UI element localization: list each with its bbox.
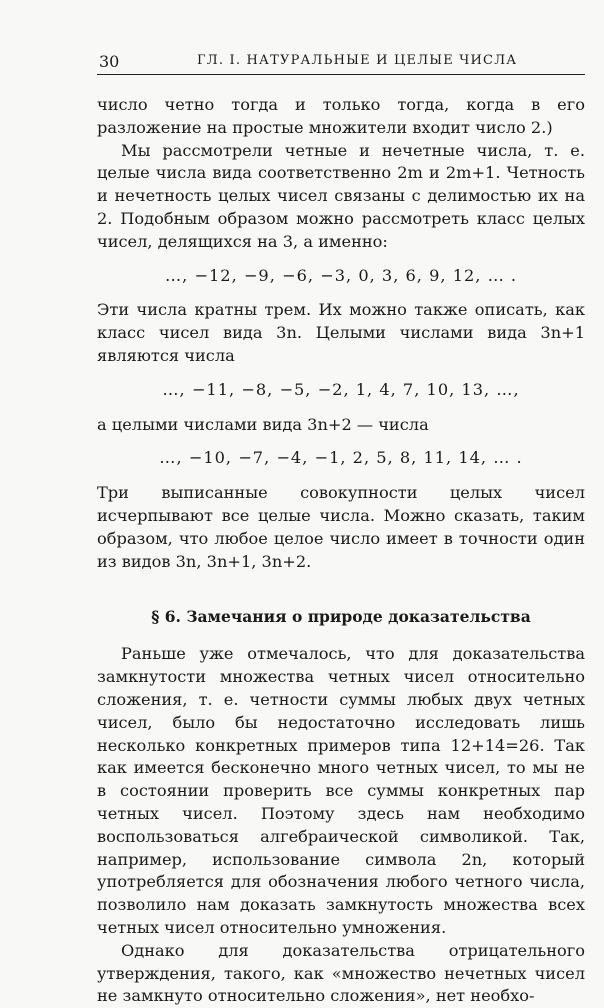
sequence-3n-plus-1: …, −11, −8, −5, −2, 1, 4, 7, 10, 13, …, (162, 379, 520, 399)
section-heading: § 6. Замечания о природе доказательства (151, 607, 531, 627)
sequence-3n-plus-2: …, −10, −7, −4, −1, 2, 5, 8, 11, 14, … . (159, 448, 523, 468)
paragraph: число четно тогда и только тогда, когда в его разложение на простые множители входит число 2.) (97, 95, 585, 137)
paragraph: а целыми числами вида 3n+2 — числа (97, 414, 429, 434)
paragraph: Эти числа кратны трем. Их можно также описать, как класс чисел вида 3n. Целыми числами вида 3n+1 являются числа (97, 300, 585, 365)
paragraph: Мы рассмотрели четные и нечетные числа, т. е. целые числа вида соответственно 2m и 2m+1. Четность и нечетность целых чисел связаны с делимостью их на 2. Подобным образом можно рассмотреть класс целых чисел, делящихся на 3, а именно: (97, 140, 585, 251)
body-text (97, 94, 585, 1008)
paragraph: Три выписанные совокупности целых чисел исчерпывают все целые числа. Можно сказать, таким образом, что любое целое число имеет в точности один из видов 3n, 3n+1, 3n+2. (97, 483, 585, 571)
sequence-multiples-of-three: …, −12, −9, −6, −3, 0, 3, 6, 9, 12, … . (164, 265, 518, 285)
page-number: 30 (99, 52, 120, 71)
paragraph: Раньше уже отмечалось, что для доказательства замкнутости множества четных чисел относительно сложения, т. е. четности суммы любых двух четных чисел, было бы недостаточно исследовать лишь несколько конкретных примеров типа 12+14=26. Так как имеется бесконечно много четных чисел, то мы не в состоянии проверить все суммы конкретных пар четных чисел. Поэтому здесь нам необходимо воспользоваться алгебраической символикой. Так, например, использование символа 2n, который употребляется для обозначения любого четного числа, позволило нам доказать замкнутость множества всех четных чисел относительно умножения. (97, 644, 585, 937)
paragraph: Однако для доказательства отрицательного утверждения, такого, как «множество нечетных чисел не замкнуто относительно сложения», нет необхо- (97, 940, 585, 1006)
running-title: ГЛ. I. НАТУРАЛЬНЫЕ И ЦЕЛЫЕ ЧИСЛА (197, 53, 518, 68)
running-head (97, 52, 585, 75)
